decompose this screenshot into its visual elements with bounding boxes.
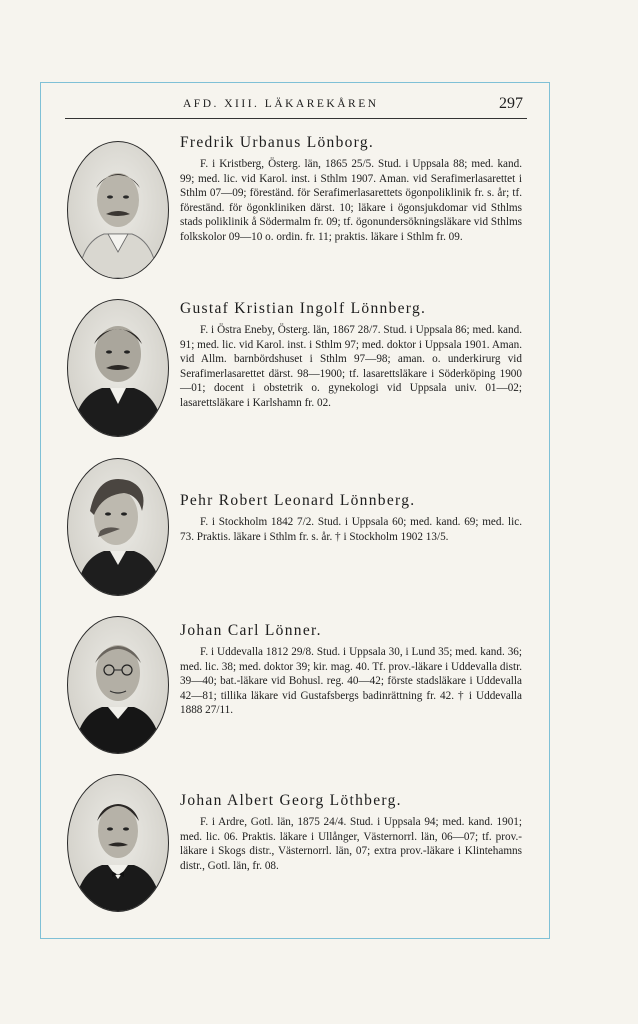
entry-biography: F. i Uddevalla 1812 29/8. Stud. i Uppsala 30, i Lund 35; med. kand. 36; med. lic. 38; med. doktor 39; kir. mag. 40. Tf. prov.-läkare i Uddevalla distr. 39—40; bat.-läkare vid Bohusl. reg. 40—42; förste stadsläkare i Uddevalla 42—81; tillika läkare vid Gustafsbergs badinrättning fr. 42. † i Uddevalla 1888 27/11.: [180, 646, 522, 717]
entry-name: Gustaf Kristian Ingolf Lönnberg.: [180, 300, 427, 317]
portrait-lonborg: [67, 141, 169, 279]
portrait-pehr-lonnberg: [67, 458, 169, 596]
entry-name: Pehr Robert Leonard Lönnberg.: [180, 492, 416, 509]
entry-name: Johan Albert Georg Löthberg.: [180, 792, 402, 809]
portrait-photo: [68, 617, 168, 753]
page-number: 297: [499, 95, 523, 112]
entry-gustaf-lonnberg: [180, 300, 522, 411]
portrait-photo: [68, 142, 168, 278]
entry-name: Johan Carl Lönner.: [180, 622, 322, 639]
portrait-lonner: [67, 616, 169, 754]
entry-pehr-lonnberg: [180, 492, 522, 544]
running-header: [65, 96, 527, 119]
entry-biography: F. i Kristberg, Österg. län, 1865 25/5. Stud. i Uppsala 88; med. kand. 99; med. lic. vid Karol. inst. i Sthlm 1907. Aman. vid Serafimerlasarettet i Sthlm 07—09; föreständ. för Serafimerlasarettets ögonpoliklinik fr. s. år; tf. föreständ. för ögonkliniken därst. 10; läkare i ögonsjukdomar vid Sthlms stads poliklinik å Södermalm fr. 09; tf. ögonundersökningsläkare vid Sthlms folkskolor 09—10 o. ordin. fr. 11; praktis. läkare i Sthlm fr. 09.: [180, 158, 522, 243]
entry-biography: F. i Stockholm 1842 7/2. Stud. i Uppsala 60; med. kand. 69; med. lic. 73. Praktis. läkare i Sthlm fr. s. år. † i Stockholm 1902 13/5.: [180, 516, 522, 543]
section-title: AFD. XIII. LÄKAREKÅREN: [183, 98, 379, 110]
portrait-photo: [68, 775, 168, 911]
entry-biography: F. i Östra Eneby, Österg. län, 1867 28/7. Stud. i Uppsala 86; med. kand. 91; med. lic. vid Karol. inst. i Sthlm 97; med. doktor i Uppsala 1901. Aman. vid Allm. barnbördshuset i Sthlm 97—98; aman. o. underkirurg vid Serafimerlasarettet därst. 98—1900; tf. lasarettsläkare i Söderköping 1900—01; docent i obstetrik o. gynekologi vid Uppsala univ. 01—02; lasarettsläkare i Karlshamn fr. 02.: [180, 324, 522, 409]
portrait-photo: [68, 300, 168, 436]
portrait-photo: [68, 459, 168, 595]
portrait-gustaf-lonnberg: [67, 299, 169, 437]
entry-lonborg: [180, 134, 522, 245]
entry-name: Fredrik Urbanus Lönborg.: [180, 134, 375, 151]
entry-lonner: [180, 622, 522, 718]
entry-lothberg: [180, 792, 522, 873]
portrait-lothberg: [67, 774, 169, 912]
entry-biography: F. i Ardre, Gotl. län, 1875 24/4. Stud. i Uppsala 94; med. kand. 1901; med. lic. 06. Praktis. läkare i Ullånger, Västernorrl. län, 06—07; tf. prov.-läkare i Skogs distr., Västernorrl. län, 07; extra prov.-läkare i Klintehamns distr., Gotl. län, fr. 08.: [180, 816, 522, 872]
